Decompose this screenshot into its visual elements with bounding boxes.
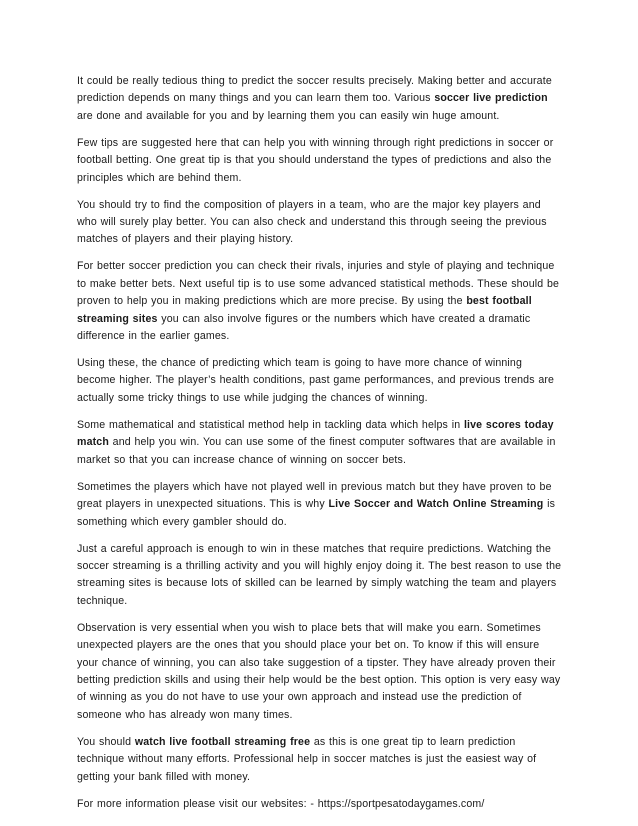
text-run: Few tips are suggested here that can help you with winning through right predictions in soccer or football betting. One great tip is that you should understand the types of predictions and also the principles which are behind them. bbox=[77, 136, 554, 184]
text-run: Using these, the chance of predicting which team is going to have more chance of winning become higher. The player’s health conditions, past game performances, and previous trends are actually some tricky things to use while judging the chances of winning. bbox=[77, 357, 555, 404]
paragraph-better-prediction bbox=[77, 258, 563, 345]
paragraph-watch-free bbox=[77, 734, 563, 786]
paragraph-chances bbox=[77, 355, 563, 407]
text-run: you can also involve figures or the numbers which have created a dramatic difference in the earlier games. bbox=[77, 312, 531, 343]
document-body bbox=[77, 73, 563, 823]
keyword-soccer-live-prediction: soccer live prediction bbox=[434, 92, 548, 105]
text-run: and help you win. You can use some of the finest computer softwares that are available in market so that you can increase chance of winning on soccer bets. bbox=[77, 436, 556, 466]
text-run: as this is one great tip to learn prediction technique without many efforts. Professional help in soccer matches is just the easiest way of getting your bank filled with money. bbox=[77, 735, 537, 783]
text-run: Some mathematical and statistical method help in tackling data which helps in bbox=[77, 418, 464, 431]
paragraph-unexpected-players bbox=[77, 479, 563, 531]
text-run: Just a careful approach is enough to win in these matches that require predictions. Watching the soccer streaming is a thrilling activity and you will highly enjoy doing it. The best reason to use the streaming sites is because lots of skilled can be learned by simply watching the team and players technique. bbox=[77, 542, 562, 607]
paragraph-intro bbox=[77, 73, 563, 125]
text-run: You should try to find the composition of players in a team, who are the major key players and who will surely play better. You can also check and understand this through seeing the previous matches of players and their playing history. bbox=[77, 198, 547, 246]
paragraph-observation bbox=[77, 620, 563, 724]
paragraph-statistical-methods bbox=[77, 417, 563, 469]
text-run: Observation is very essential when you wish to place bets that will make you earn. Sometimes unexpected players are the ones that you should place your bet on. To know if this will ensure your chance of winning, you can also take suggestion of a tipster. They have already proven their betting prediction skills and using their help would be the best option. This option is very easy way of winning as you do not have to use your own approach and instead use the prediction of someone who has already won many times. bbox=[77, 621, 561, 721]
text-run: Sometimes the players which have not played well in previous match but they have proven to be great players in unexpected situations. This is why bbox=[77, 480, 552, 511]
keyword-watch-live-football-streaming-free: watch live football streaming free bbox=[134, 735, 311, 748]
paragraph-careful-approach bbox=[77, 541, 563, 611]
text-run: You should bbox=[77, 735, 135, 748]
keyword-best-football-streaming-sites: best football streaming sites bbox=[77, 295, 532, 325]
keyword-live-soccer-watch-online-streaming: Live Soccer and Watch Online Streaming bbox=[328, 498, 544, 511]
text-run: is something which every gambler should do. bbox=[77, 498, 556, 528]
paragraph-tips bbox=[77, 135, 563, 187]
text-run: It could be really tedious thing to predict the soccer results precisely. Making better and accurate prediction depends on many things and you can learn them too. Various bbox=[77, 75, 552, 105]
text-run: For better soccer prediction you can check their rivals, injuries and style of playing and technique to make better bets. Next useful tip is to use some advanced statistical methods. These should be proven to help you in making predictions which are more precise. By using the bbox=[77, 260, 560, 308]
text-run: are done and available for you and by learning them you can easily win huge amount. bbox=[77, 109, 500, 122]
keyword-live-scores-today-match: live scores today match bbox=[77, 418, 554, 449]
paragraph-website-info bbox=[77, 796, 563, 813]
website-text: For more information please visit our websites: - https://sportpesatodaygames.com/ bbox=[77, 797, 485, 810]
paragraph-team-composition bbox=[77, 197, 563, 249]
